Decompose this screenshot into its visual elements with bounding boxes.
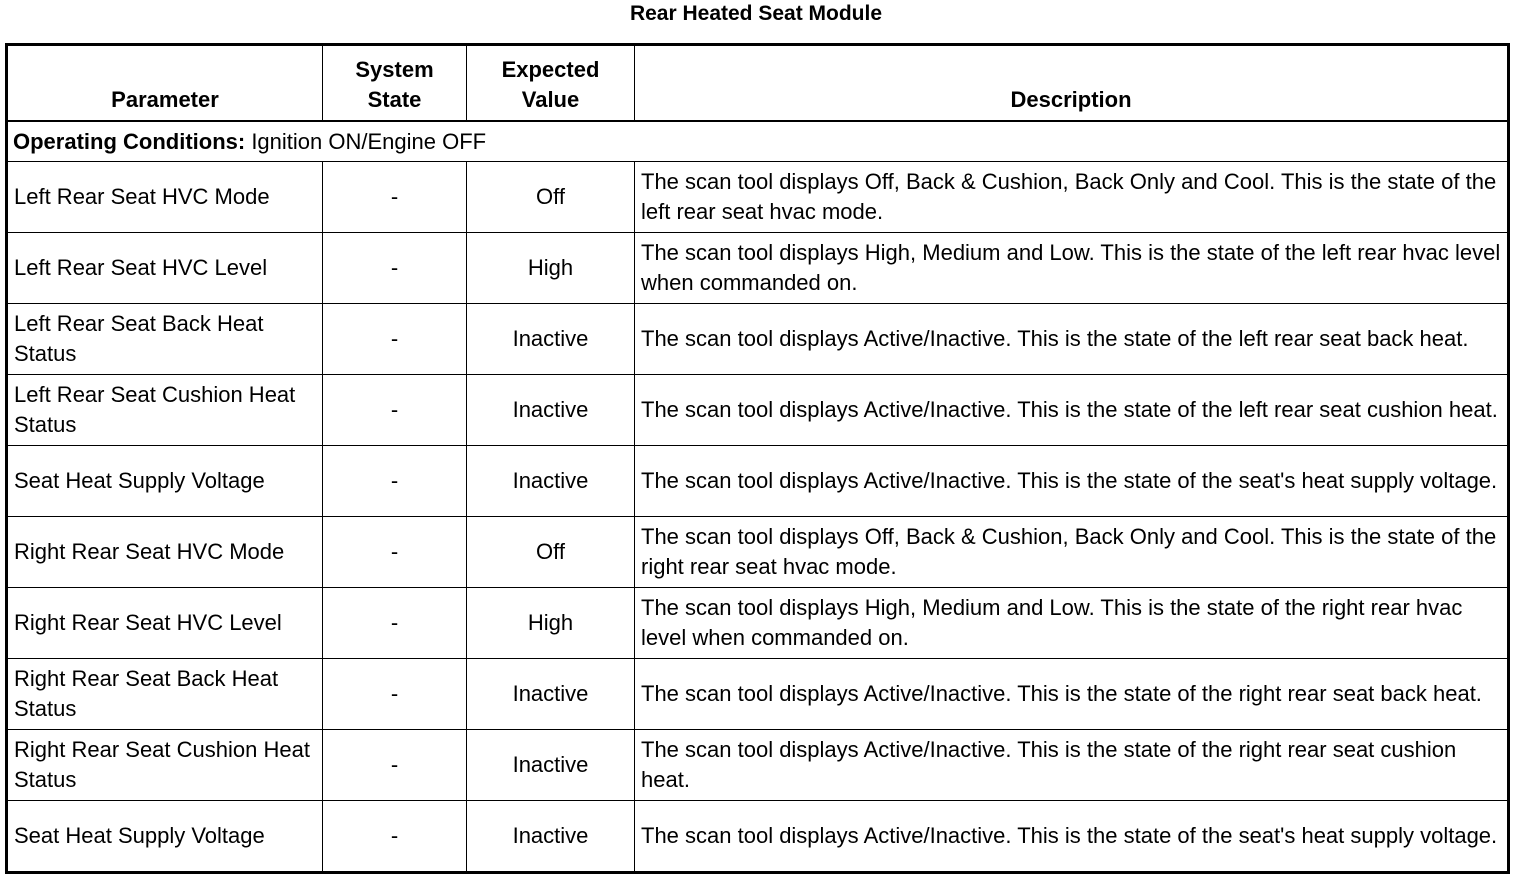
header-row [7, 45, 1509, 122]
table-row [7, 375, 1509, 446]
parameter-cell: Left Rear Seat Cushion Heat Status [7, 375, 323, 446]
expected-value-cell: Off [467, 162, 635, 233]
table-row [7, 233, 1509, 304]
system-state-cell: - [323, 801, 467, 873]
description-cell: The scan tool displays High, Medium and Low. This is the state of the right rear hvac level when commanded on. [635, 588, 1509, 659]
column-header-parameter: Parameter [7, 45, 323, 122]
expected-value-cell: Inactive [467, 375, 635, 446]
parameter-cell: Left Rear Seat HVC Level [7, 233, 323, 304]
column-header-expected-value: Expected Value [467, 45, 635, 122]
column-header-system-state: System State [323, 45, 467, 122]
parameter-cell: Right Rear Seat Back Heat Status [7, 659, 323, 730]
operating-conditions-label: Operating Conditions: [13, 128, 246, 154]
description-cell: The scan tool displays High, Medium and Low. This is the state of the left rear hvac level when commanded on. [635, 233, 1509, 304]
expected-value-cell: High [467, 233, 635, 304]
operating-conditions-row [7, 121, 1509, 162]
description-cell: The scan tool displays Active/Inactive. This is the state of the seat's heat supply voltage. [635, 801, 1509, 873]
table-row [7, 801, 1509, 873]
parameter-cell: Left Rear Seat Back Heat Status [7, 304, 323, 375]
description-cell: The scan tool displays Off, Back & Cushion, Back Only and Cool. This is the state of the left rear seat hvac mode. [635, 162, 1509, 233]
description-cell: The scan tool displays Active/Inactive. This is the state of the left rear seat cushion heat. [635, 375, 1509, 446]
system-state-cell: - [323, 304, 467, 375]
description-cell: The scan tool displays Off, Back & Cushion, Back Only and Cool. This is the state of the right rear seat hvac mode. [635, 517, 1509, 588]
expected-value-cell: Inactive [467, 659, 635, 730]
expected-value-cell: Inactive [467, 446, 635, 517]
parameter-cell: Right Rear Seat HVC Level [7, 588, 323, 659]
expected-value-cell: Off [467, 517, 635, 588]
page-title: Rear Heated Seat Module [629, 2, 883, 25]
system-state-cell: - [323, 375, 467, 446]
system-state-cell: - [323, 446, 467, 517]
table-body [7, 121, 1509, 873]
description-cell: The scan tool displays Active/Inactive. This is the state of the right rear seat back heat. [635, 659, 1509, 730]
operating-conditions-cell [7, 121, 1509, 162]
table-row [7, 304, 1509, 375]
description-cell: The scan tool displays Active/Inactive. This is the state of the left rear seat back heat. [635, 304, 1509, 375]
column-header-description: Description [635, 45, 1509, 122]
parameter-cell: Seat Heat Supply Voltage [7, 446, 323, 517]
description-cell: The scan tool displays Active/Inactive. This is the state of the seat's heat supply voltage. [635, 446, 1509, 517]
table-row [7, 517, 1509, 588]
operating-conditions-value: Ignition ON/Engine OFF [245, 128, 487, 154]
table-row [7, 730, 1509, 801]
parameter-cell: Left Rear Seat HVC Mode [7, 162, 323, 233]
expected-value-cell: Inactive [467, 801, 635, 873]
expected-value-cell: Inactive [467, 304, 635, 375]
system-state-cell: - [323, 588, 467, 659]
table-header [7, 45, 1509, 122]
parameter-cell: Seat Heat Supply Voltage [7, 801, 323, 873]
system-state-cell: - [323, 730, 467, 801]
table-row [7, 162, 1509, 233]
system-state-cell: - [323, 233, 467, 304]
system-state-cell: - [323, 517, 467, 588]
parameter-cell: Right Rear Seat HVC Mode [7, 517, 323, 588]
expected-value-cell: High [467, 588, 635, 659]
parameter-table [5, 43, 1510, 874]
system-state-cell: - [323, 162, 467, 233]
table-row [7, 588, 1509, 659]
table-row [7, 446, 1509, 517]
description-cell: The scan tool displays Active/Inactive. This is the state of the right rear seat cushion heat. [635, 730, 1509, 801]
parameter-cell: Right Rear Seat Cushion Heat Status [7, 730, 323, 801]
system-state-cell: - [323, 659, 467, 730]
expected-value-cell: Inactive [467, 730, 635, 801]
table-row [7, 659, 1509, 730]
